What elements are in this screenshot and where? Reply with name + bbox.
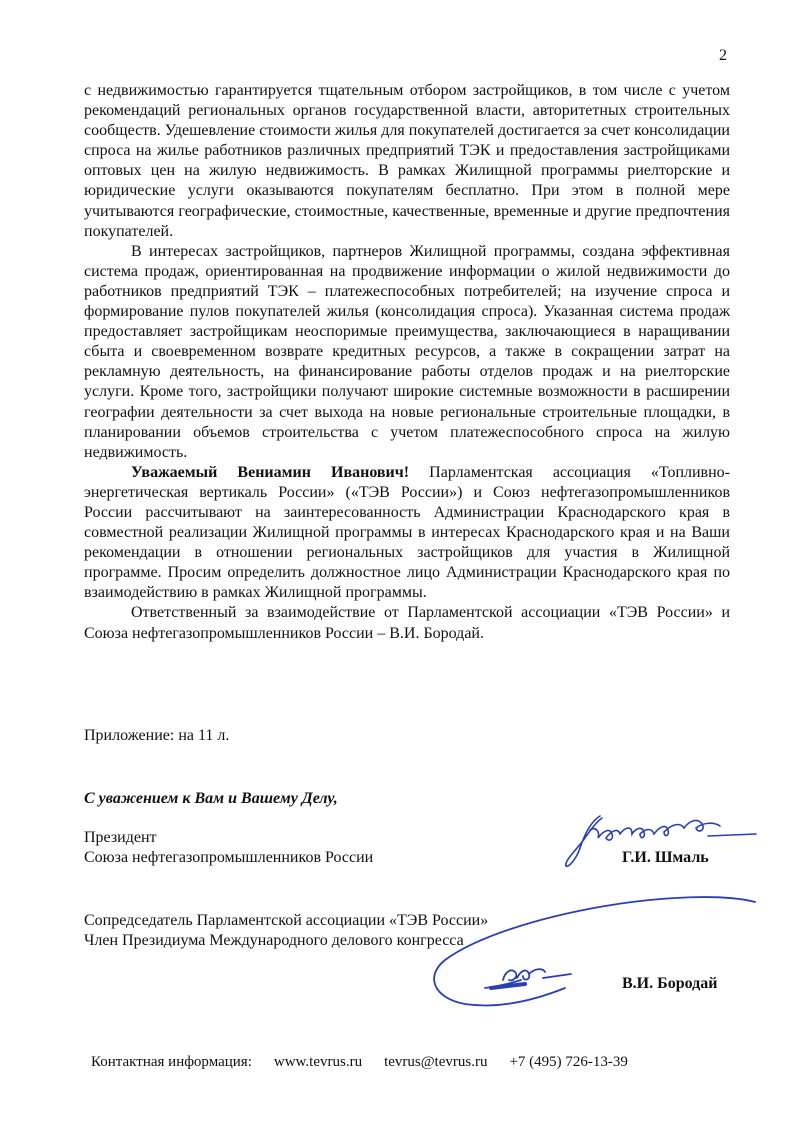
- closing-phrase: С уважением к Вам и Вашему Делу,: [84, 790, 338, 807]
- signature-1-image: [560, 808, 760, 874]
- contact-website-link[interactable]: www.tevrus.ru: [273, 1054, 363, 1070]
- signatory-1-title-line-1: Президент: [84, 829, 157, 846]
- signatory-1-title: [84, 828, 373, 868]
- signatory-2-title-line-1: Сопредседатель Парламентской ассоциации «ТЭВ России»: [84, 912, 489, 929]
- letter-body: [84, 81, 730, 644]
- contact-label: Контактная информация:: [91, 1054, 252, 1070]
- greeting: Уважаемый Вениамин Иванович!: [131, 463, 410, 481]
- paragraph-4: Ответственный за взаимодействие от Парламентской ассоциации «ТЭВ России» и Союза нефтегазопромышленников России – В.И. Бородай.: [84, 604, 730, 642]
- paragraph-1: с недвижимостью гарантируется тщательным отбором застройщиков, в том числе с учетом рекомендаций региональных органов государственной власти, авторитетных строительных сообществ. Удешевление стоимости жилья для покупателей достигается за счет консолидации спроса на жилье работников различных предприятий ТЭК и предоставления застройщиками оптовых цен на жилую недвижимость. В рамках Жилищной программы риелторские и юридические услуги оказываются покупателям бесплатно. При этом в полной мере учитываются географические, стоимостные, качественные, временные и другие предпочтения покупателей.: [84, 82, 730, 240]
- paragraph-3: [84, 463, 730, 604]
- signatory-1-title-line-2: Союза нефтегазопромышленников России: [84, 849, 374, 866]
- signatory-2-name: В.И. Бородай: [622, 975, 718, 992]
- attachment-note: Приложение: на 11 л.: [84, 727, 230, 744]
- signature-2-image: [425, 888, 770, 1028]
- contact-info: [91, 1054, 650, 1071]
- contact-phone: +7 (495) 726-13-39: [509, 1054, 628, 1070]
- signatory-2-title-line-2: Член Президиума Международного делового конгресса: [84, 932, 464, 949]
- contact-email-link[interactable]: tevrus@tevrus.ru: [384, 1054, 488, 1070]
- page-number: 2: [719, 47, 727, 64]
- paragraph-2: В интересах застройщиков, партнеров Жилищной программы, создана эффективная система продаж, ориентированная на продвижение информации о жилой недвижимости до работников предприятий ТЭК – платежеспособных потребителей; на изучение спроса и формирование пулов покупателей жилья (консолидация спроса). Указанная система продаж предоставляет застройщикам неоспоримые преимущества, заключающиеся в наращивании сбыта и своевременном возврате кредитных ресурсов, а также в сокращении затрат на рекламную деятельность, на финансирование работы отделов продаж и на риелторские услуги. Кроме того, застройщики получают широкие системные возможности в расширении географии деятельности за счет выхода на новые региональные строительные площадки, в планировании объемов строительства с учетом платежеспособного спроса на жилую недвижимость.: [84, 242, 730, 461]
- paragraph-3-text: Парламентская ассоциация «Топливно-энергетическая вертикаль России» («ТЭВ России») и Союз нефтегазопромышленников России рассчитывают на заинтересованность Администрации Краснодарского края в совместной реализации Жилищной программы в интересах Краснодарского края и на Ваши рекомендации в отношении региональных застройщиков для участия в Жилищной программе. Просим определить должностное лицо Администрации Краснодарского края по взаимодействию в рамках Жилищной программы.: [84, 463, 731, 602]
- signatory-1-name: Г.И. Шмаль: [622, 849, 709, 866]
